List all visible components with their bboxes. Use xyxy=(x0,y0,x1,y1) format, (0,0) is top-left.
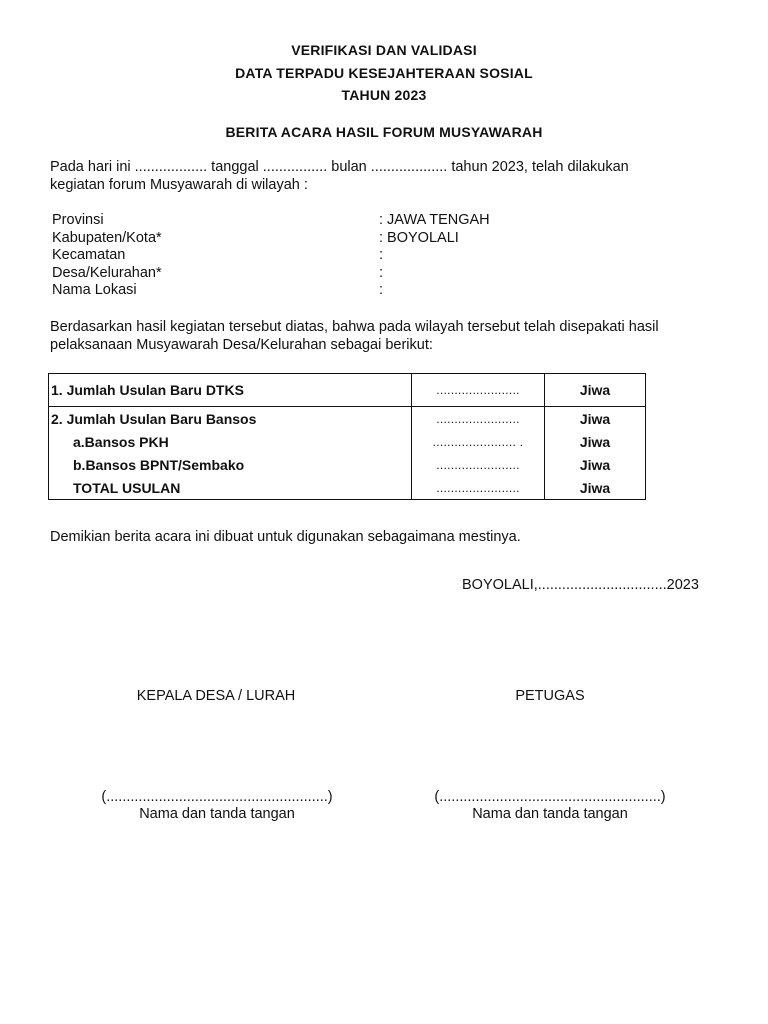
table-row xyxy=(49,374,646,407)
row-value: ....................... xyxy=(412,407,545,431)
location-value: : xyxy=(379,282,384,298)
closing-statement: Demikian berita acara ini dibuat untuk digunakan sebagaimana mestinya. xyxy=(50,529,521,545)
basis-line-2: pelaksanaan Musyawarah Desa/Kelurahan sebagai berikut: xyxy=(50,337,433,353)
document-subtitle: BERITA ACARA HASIL FORUM MUSYAWARAH xyxy=(225,124,543,140)
location-value: : BOYOLALI xyxy=(379,229,459,246)
place-date-line: BOYOLALI,................................2023 xyxy=(462,577,699,593)
location-value: : xyxy=(379,247,384,263)
row-label: 1. Jumlah Usulan Baru DTKS xyxy=(49,374,412,407)
row-value: ....................... . xyxy=(412,430,545,453)
proposal-summary-table xyxy=(48,373,646,500)
row-label: a.Bansos PKH xyxy=(49,430,412,453)
location-label: Provinsi xyxy=(52,212,104,228)
location-label: Desa/Kelurahan* xyxy=(52,264,162,281)
intro-paragraph xyxy=(50,158,720,194)
table-row xyxy=(49,407,646,431)
intro-line-2: kegiatan forum Musyawarah di wilayah : xyxy=(50,177,308,193)
row-unit: Jiwa xyxy=(545,407,646,431)
location-value: : JAWA TENGAH xyxy=(379,212,490,228)
row-label: TOTAL USULAN xyxy=(49,476,412,500)
location-label: Kecamatan xyxy=(52,247,126,263)
basis-paragraph xyxy=(50,318,720,354)
row-label: b.Bansos BPNT/Sembako xyxy=(49,453,412,476)
table-row xyxy=(49,476,646,500)
basis-line-1: Berdasarkan hasil kegiatan tersebut diatas, bahwa pada wilayah tersebut telah disepakati hasil xyxy=(50,319,659,335)
signature-caption-officer: Nama dan tanda tangan xyxy=(472,806,628,822)
location-value: : xyxy=(379,264,384,281)
header-line-3: TAHUN 2023 xyxy=(341,87,427,103)
signature-title-village-head: KEPALA DESA / LURAH xyxy=(136,688,296,704)
table-row xyxy=(49,430,646,453)
row-unit: Jiwa xyxy=(545,374,646,407)
signature-caption-village-head: Nama dan tanda tangan xyxy=(139,806,295,822)
signature-line-village-head: (.......................................................) xyxy=(101,789,333,805)
table-row xyxy=(49,453,646,476)
row-value: ....................... xyxy=(412,453,545,476)
row-value: ....................... xyxy=(412,374,545,407)
row-unit: Jiwa xyxy=(545,453,646,476)
row-unit: Jiwa xyxy=(545,476,646,500)
row-label: 2. Jumlah Usulan Baru Bansos xyxy=(49,407,412,431)
location-label: Kabupaten/Kota* xyxy=(52,229,162,246)
header-line-1: VERIFIKASI DAN VALIDASI xyxy=(291,42,477,58)
signature-title-officer: PETUGAS xyxy=(515,688,585,704)
location-label: Nama Lokasi xyxy=(52,282,137,298)
intro-line-1: Pada hari ini .................. tanggal ................ bulan ................... tahun 2023, telah dilakukan xyxy=(50,159,629,175)
row-unit: Jiwa xyxy=(545,430,646,453)
signature-line-officer: (.......................................................) xyxy=(434,789,666,805)
header-line-2: DATA TERPADU KESEJAHTERAAN SOSIAL xyxy=(235,65,533,81)
row-value: ....................... xyxy=(412,476,545,500)
